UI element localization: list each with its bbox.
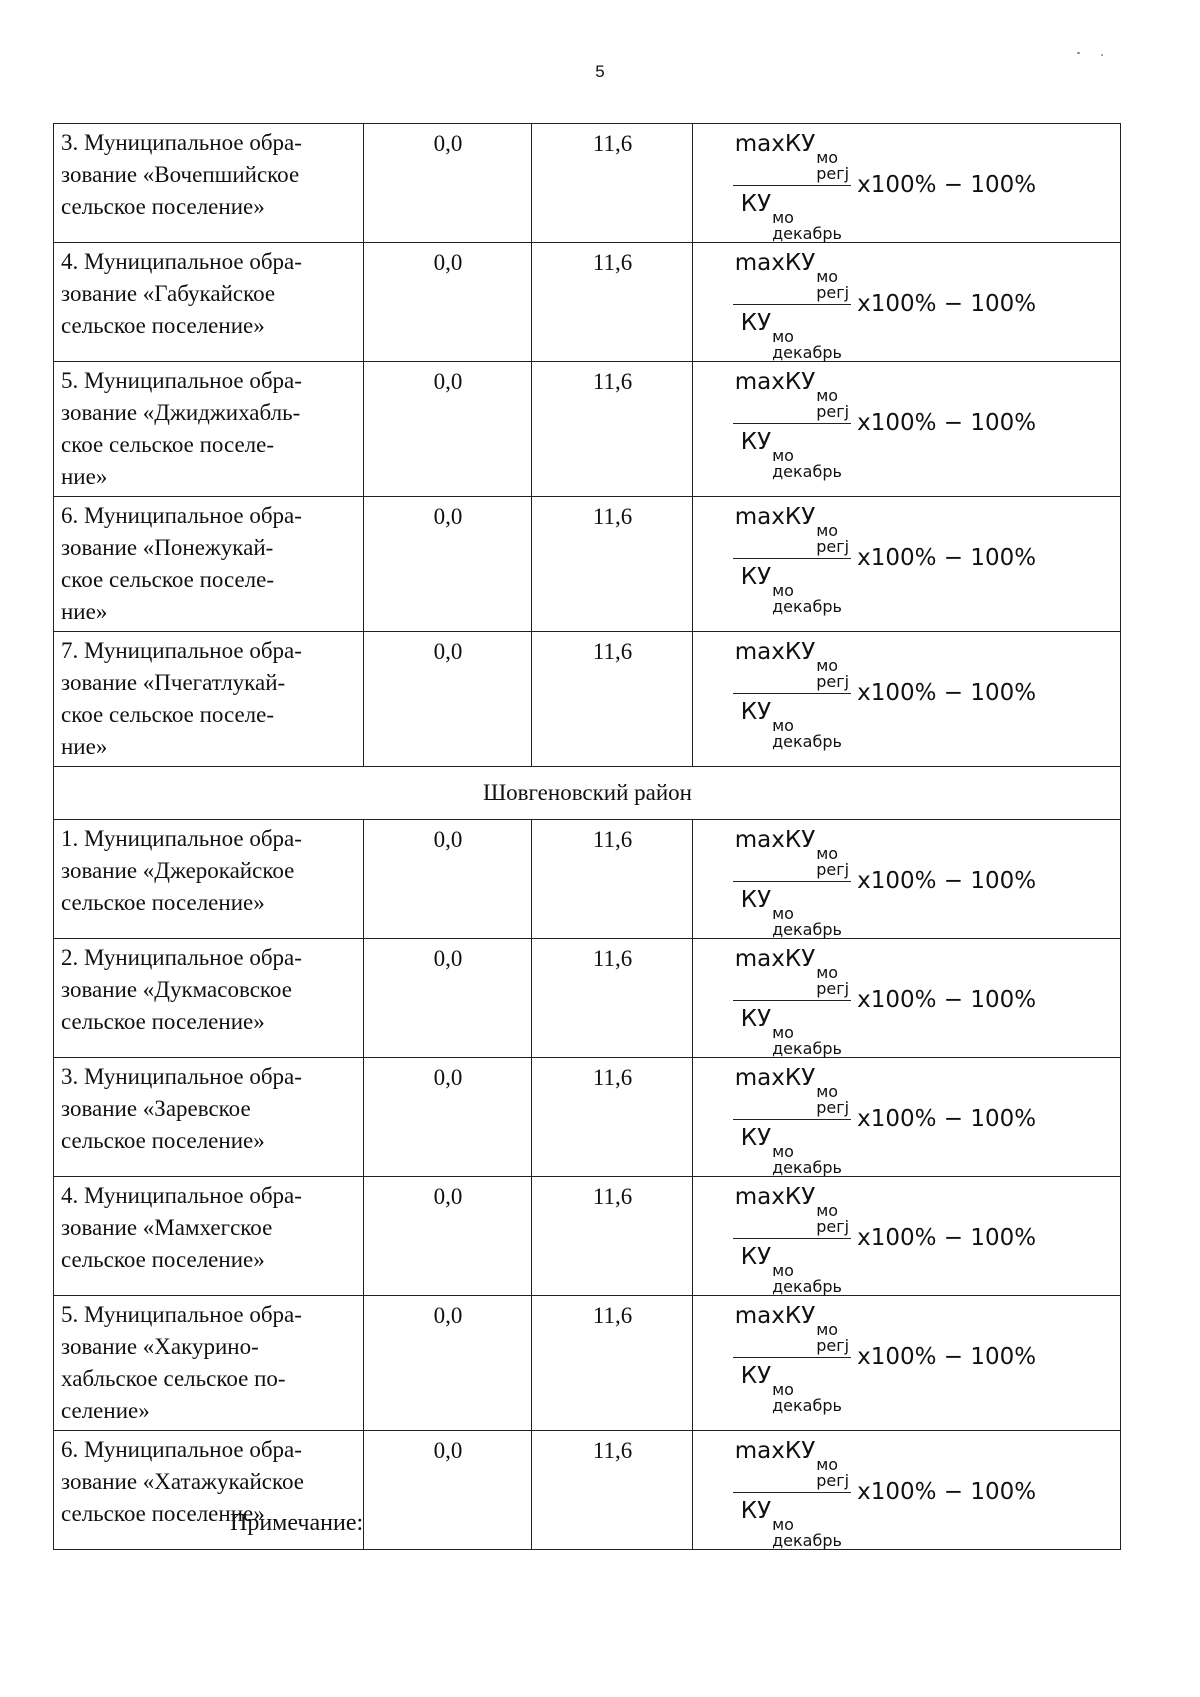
numerator-indices xyxy=(816,523,849,555)
denominator-sub: декабрь xyxy=(772,343,842,362)
value1-cell xyxy=(363,820,532,939)
numerator-indices xyxy=(816,965,849,997)
formula-numerator xyxy=(733,943,851,1001)
numerator-sub: регj xyxy=(816,1336,850,1355)
formula-suffix: x100% − 100% xyxy=(857,1344,1037,1370)
value2-cell xyxy=(532,1058,692,1177)
value1-cell xyxy=(363,1296,532,1431)
numerator-sup: мо xyxy=(816,656,839,675)
formula-suffix: x100% − 100% xyxy=(857,545,1037,571)
denominator-indices xyxy=(772,1382,842,1414)
formula-numerator xyxy=(733,1181,851,1239)
formula-fraction xyxy=(733,366,851,480)
denominator-base: КУ xyxy=(740,564,772,590)
formula-cell xyxy=(692,1431,1120,1550)
growth-formula xyxy=(733,824,1036,938)
settlement-name-cell xyxy=(54,1296,364,1431)
growth-formula xyxy=(733,636,1036,750)
table-row xyxy=(54,1296,1121,1431)
value1-cell xyxy=(363,1431,532,1550)
denominator-sup: мо xyxy=(772,1515,794,1534)
formula-denominator xyxy=(733,424,851,480)
formula-suffix: x100% − 100% xyxy=(857,1225,1037,1251)
value1-cell xyxy=(363,632,532,767)
settlement-name: 6. Муниципальное обра- зование «Понежукай- ское сельское поселе- ние» xyxy=(61,503,302,624)
formula-numerator xyxy=(733,1062,851,1120)
formula-numerator xyxy=(733,501,851,559)
value1-cell xyxy=(363,497,532,632)
value2: 11,6 xyxy=(592,1303,633,1328)
denominator-base: КУ xyxy=(740,1363,772,1389)
value2: 11,6 xyxy=(592,1184,633,1209)
numerator-indices xyxy=(816,846,849,878)
formula-suffix: x100% − 100% xyxy=(857,868,1037,894)
numerator-sup: мо xyxy=(816,1201,839,1220)
value1: 0,0 xyxy=(433,946,463,971)
table-row xyxy=(54,243,1121,362)
denominator-sup: мо xyxy=(772,904,794,923)
numerator-prefix: maxКУ xyxy=(734,1303,816,1329)
numerator-prefix: maxКУ xyxy=(734,369,816,395)
numerator-sup: мо xyxy=(816,148,839,167)
formula-cell xyxy=(692,124,1120,243)
numerator-sup: мо xyxy=(816,1455,839,1474)
formula-suffix: x100% − 100% xyxy=(857,680,1037,706)
formula-suffix: x100% − 100% xyxy=(857,1479,1037,1505)
formula-suffix: x100% − 100% xyxy=(857,172,1037,198)
numerator-indices xyxy=(816,1457,849,1489)
table-row xyxy=(54,939,1121,1058)
formula-suffix: x100% − 100% xyxy=(857,1106,1037,1132)
denominator-sub: декабрь xyxy=(772,462,842,481)
settlement-name: 5. Муниципальное обра- зование «Джиджихабль- ское сельское поселе- ние» xyxy=(61,368,302,489)
value2: 11,6 xyxy=(592,946,633,971)
value2-cell xyxy=(532,820,692,939)
value2-cell xyxy=(532,1296,692,1431)
value2: 11,6 xyxy=(592,827,633,852)
table-body xyxy=(54,124,1121,1550)
value1-cell xyxy=(363,1058,532,1177)
settlement-name: 2. Муниципальное обра- зование «Дукмасовское сельское поселение» xyxy=(61,945,302,1034)
formula-denominator xyxy=(733,1358,851,1414)
denominator-sub: декабрь xyxy=(772,1531,842,1550)
denominator-sup: мо xyxy=(772,1380,794,1399)
formula-denominator xyxy=(733,305,851,361)
formula-denominator xyxy=(733,694,851,750)
formula-cell xyxy=(692,1177,1120,1296)
settlement-name: 6. Муниципальное обра- зование «Хатажукайское сельское поселение» xyxy=(61,1437,304,1526)
formula-cell xyxy=(692,243,1120,362)
numerator-sup: мо xyxy=(816,1320,839,1339)
value2: 11,6 xyxy=(592,1065,633,1090)
denominator-indices xyxy=(772,1144,842,1176)
settlement-name-cell xyxy=(54,362,364,497)
value1: 0,0 xyxy=(433,504,463,529)
denominator-sup: мо xyxy=(772,446,794,465)
denominator-base: КУ xyxy=(740,429,772,455)
denominator-indices xyxy=(772,1025,842,1057)
table-row xyxy=(54,1058,1121,1177)
formula-suffix: x100% − 100% xyxy=(857,291,1037,317)
settlement-name-cell xyxy=(54,1058,364,1177)
formula-suffix: x100% − 100% xyxy=(857,410,1037,436)
denominator-base: КУ xyxy=(740,1244,772,1270)
numerator-sub: регj xyxy=(816,860,850,879)
formula-fraction xyxy=(733,501,851,615)
growth-formula xyxy=(733,247,1036,361)
settlement-name: 3. Муниципальное обра- зование «Заревское сельское поселение» xyxy=(61,1064,302,1153)
value2: 11,6 xyxy=(592,1438,633,1463)
value1: 0,0 xyxy=(433,369,463,394)
settlement-name-cell xyxy=(54,820,364,939)
denominator-indices xyxy=(772,329,842,361)
value1: 0,0 xyxy=(433,250,463,275)
numerator-indices xyxy=(816,1084,849,1116)
growth-formula xyxy=(733,1435,1036,1549)
growth-formula xyxy=(733,1300,1036,1414)
growth-formula xyxy=(733,128,1036,242)
numerator-sup: мо xyxy=(816,521,839,540)
section-title: Шовгеновский район xyxy=(54,767,1121,820)
scan-speck xyxy=(1077,52,1080,54)
denominator-base: КУ xyxy=(740,887,772,913)
denominator-indices xyxy=(772,210,842,242)
denominator-sup: мо xyxy=(772,208,794,227)
settlement-name: 5. Муниципальное обра- зование «Хакурино- хабльское сельское по- селение» xyxy=(61,1302,302,1423)
value1-cell xyxy=(363,939,532,1058)
value2: 11,6 xyxy=(592,131,633,156)
denominator-sub: декабрь xyxy=(772,1039,842,1058)
value1-cell xyxy=(363,1177,532,1296)
formula-fraction xyxy=(733,1300,851,1414)
numerator-prefix: maxКУ xyxy=(734,827,816,853)
value1: 0,0 xyxy=(433,1065,463,1090)
formula-numerator xyxy=(733,128,851,186)
value2: 11,6 xyxy=(592,369,633,394)
denominator-indices xyxy=(772,1263,842,1295)
denominator-base: КУ xyxy=(740,699,772,725)
formula-cell xyxy=(692,632,1120,767)
growth-formula xyxy=(733,366,1036,480)
growth-formula xyxy=(733,1062,1036,1176)
table-row xyxy=(54,1431,1121,1550)
numerator-indices xyxy=(816,269,849,301)
formula-fraction xyxy=(733,128,851,242)
value1: 0,0 xyxy=(433,1303,463,1328)
settlement-name: 3. Муниципальное обра- зование «Вочепшийское сельское поселение» xyxy=(61,130,302,219)
formula-cell xyxy=(692,362,1120,497)
numerator-sup: мо xyxy=(816,963,839,982)
denominator-indices xyxy=(772,1517,842,1549)
formula-numerator xyxy=(733,824,851,882)
denominator-sup: мо xyxy=(772,716,794,735)
formula-fraction xyxy=(733,1062,851,1176)
numerator-sup: мо xyxy=(816,267,839,286)
value1: 0,0 xyxy=(433,639,463,664)
denominator-sub: декабрь xyxy=(772,597,842,616)
page-number: 5 xyxy=(595,62,605,81)
value2: 11,6 xyxy=(592,639,633,664)
denominator-sub: декабрь xyxy=(772,224,842,243)
settlement-name: 7. Муниципальное обра- зование «Пчегатлукай- ское сельское поселе- ние» xyxy=(61,638,302,759)
value1-cell xyxy=(363,362,532,497)
settlement-name: 4. Муниципальное обра- зование «Мамхегское сельское поселение» xyxy=(61,1183,302,1272)
value2-cell xyxy=(532,362,692,497)
numerator-sup: мо xyxy=(816,1082,839,1101)
value2-cell xyxy=(532,124,692,243)
denominator-sup: мо xyxy=(772,581,794,600)
settlement-name-cell xyxy=(54,632,364,767)
formula-fraction xyxy=(733,636,851,750)
formula-fraction xyxy=(733,943,851,1057)
value2: 11,6 xyxy=(592,504,633,529)
formula-numerator xyxy=(733,247,851,305)
table-row xyxy=(54,362,1121,497)
numerator-sub: регj xyxy=(816,672,850,691)
settlement-name-cell xyxy=(54,497,364,632)
denominator-base: КУ xyxy=(740,191,772,217)
numerator-sub: регj xyxy=(816,1471,850,1490)
numerator-prefix: maxКУ xyxy=(734,1184,816,1210)
settlements-table xyxy=(53,123,1121,1550)
value1: 0,0 xyxy=(433,131,463,156)
denominator-sup: мо xyxy=(772,1023,794,1042)
formula-denominator xyxy=(733,1493,851,1549)
numerator-indices xyxy=(816,658,849,690)
denominator-indices xyxy=(772,906,842,938)
value2: 11,6 xyxy=(592,250,633,275)
denominator-sub: декабрь xyxy=(772,1277,842,1296)
numerator-indices xyxy=(816,150,849,182)
formula-fraction xyxy=(733,1435,851,1549)
value2-cell xyxy=(532,632,692,767)
table-row xyxy=(54,124,1121,243)
formula-denominator xyxy=(733,186,851,242)
denominator-base: КУ xyxy=(740,1498,772,1524)
value2-cell xyxy=(532,1177,692,1296)
denominator-sup: мо xyxy=(772,1142,794,1161)
settlement-name-cell xyxy=(54,124,364,243)
formula-numerator xyxy=(733,1435,851,1493)
formula-denominator xyxy=(733,559,851,615)
value1-cell xyxy=(363,124,532,243)
settlement-name: 1. Муниципальное обра- зование «Джерокайское сельское поселение» xyxy=(61,826,302,915)
formula-numerator xyxy=(733,366,851,424)
denominator-indices xyxy=(772,718,842,750)
numerator-prefix: maxКУ xyxy=(734,250,816,276)
formula-numerator xyxy=(733,636,851,694)
numerator-prefix: maxКУ xyxy=(734,131,816,157)
formula-cell xyxy=(692,1296,1120,1431)
formula-numerator xyxy=(733,1300,851,1358)
denominator-base: КУ xyxy=(740,1006,772,1032)
value2-cell xyxy=(532,939,692,1058)
value1: 0,0 xyxy=(433,827,463,852)
denominator-sub: декабрь xyxy=(772,732,842,751)
note-label: Примечание: xyxy=(230,1510,364,1536)
denominator-indices xyxy=(772,583,842,615)
value2-cell xyxy=(532,497,692,632)
numerator-indices xyxy=(816,388,849,420)
numerator-sub: регj xyxy=(816,979,850,998)
growth-formula xyxy=(733,501,1036,615)
denominator-sub: декабрь xyxy=(772,920,842,939)
denominator-sub: декабрь xyxy=(772,1396,842,1415)
settlement-name-cell xyxy=(54,939,364,1058)
denominator-sub: декабрь xyxy=(772,1158,842,1177)
numerator-sub: регj xyxy=(816,1217,850,1236)
table-row xyxy=(54,632,1121,767)
numerator-sub: регj xyxy=(816,283,850,302)
numerator-prefix: maxКУ xyxy=(734,1438,816,1464)
numerator-sub: регj xyxy=(816,1098,850,1117)
formula-cell xyxy=(692,497,1120,632)
formula-fraction xyxy=(733,824,851,938)
formula-cell xyxy=(692,939,1120,1058)
formula-fraction xyxy=(733,247,851,361)
value1: 0,0 xyxy=(433,1184,463,1209)
formula-denominator xyxy=(733,1120,851,1176)
numerator-sup: мо xyxy=(816,844,839,863)
scan-speck xyxy=(1101,54,1103,56)
numerator-prefix: maxКУ xyxy=(734,639,816,665)
formula-denominator xyxy=(733,882,851,938)
denominator-base: КУ xyxy=(740,1125,772,1151)
numerator-sub: регj xyxy=(816,164,850,183)
denominator-sup: мо xyxy=(772,1261,794,1280)
table-row xyxy=(54,1177,1121,1296)
settlement-name-cell xyxy=(54,243,364,362)
numerator-prefix: maxКУ xyxy=(734,946,816,972)
growth-formula xyxy=(733,1181,1036,1295)
denominator-indices xyxy=(772,448,842,480)
table-row xyxy=(54,820,1121,939)
formula-denominator xyxy=(733,1001,851,1057)
formula-fraction xyxy=(733,1181,851,1295)
growth-formula xyxy=(733,943,1036,1057)
numerator-prefix: maxКУ xyxy=(734,504,816,530)
value2-cell xyxy=(532,1431,692,1550)
formula-cell xyxy=(692,820,1120,939)
numerator-sub: регj xyxy=(816,537,850,556)
denominator-base: КУ xyxy=(740,310,772,336)
numerator-prefix: maxКУ xyxy=(734,1065,816,1091)
formula-denominator xyxy=(733,1239,851,1295)
formula-suffix: x100% − 100% xyxy=(857,987,1037,1013)
table-row xyxy=(54,497,1121,632)
numerator-sub: регj xyxy=(816,402,850,421)
section-header-row xyxy=(54,767,1121,820)
numerator-indices xyxy=(816,1322,849,1354)
value1: 0,0 xyxy=(433,1438,463,1463)
value1-cell xyxy=(363,243,532,362)
numerator-sup: мо xyxy=(816,386,839,405)
settlement-name: 4. Муниципальное обра- зование «Габукайское сельское поселение» xyxy=(61,249,302,338)
numerator-indices xyxy=(816,1203,849,1235)
denominator-sup: мо xyxy=(772,327,794,346)
settlement-name-cell xyxy=(54,1177,364,1296)
value2-cell xyxy=(532,243,692,362)
formula-cell xyxy=(692,1058,1120,1177)
